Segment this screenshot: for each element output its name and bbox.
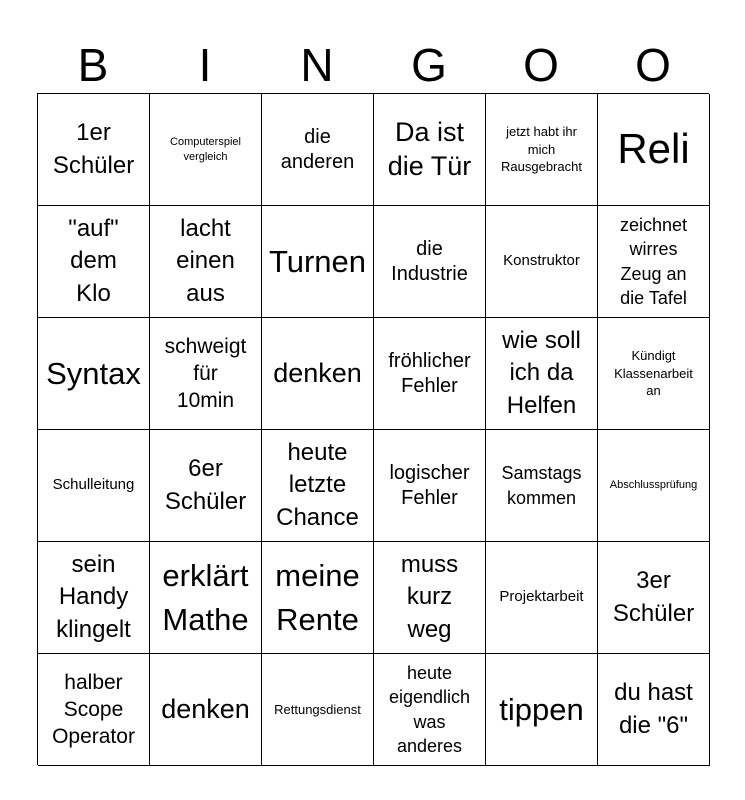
bingo-cell[interactable] [598, 206, 710, 318]
cell-text: fröhlicher Fehler [388, 349, 471, 397]
cell-text: heute eigendlich was anderes [388, 662, 471, 756]
cell-text: Konstruktor [503, 252, 580, 270]
bingo-cell[interactable] [374, 542, 486, 654]
bingo-cell[interactable] [262, 206, 374, 318]
cell-text: Da ist die Tür [387, 116, 472, 181]
cell-text: sein Handy klingelt [56, 550, 131, 643]
cell-text: tippen [499, 691, 584, 727]
bingo-cell[interactable] [598, 430, 710, 542]
bingo-cell[interactable] [38, 206, 150, 318]
bingo-cell[interactable] [262, 318, 374, 430]
header-letter-n: N [300, 39, 334, 91]
header-letter-o: O [523, 39, 559, 91]
bingo-cell[interactable] [38, 654, 150, 766]
bingo-cell[interactable] [598, 318, 710, 430]
cell-text: halber Scope Operator [52, 670, 135, 749]
cell-text: Projektarbeit [499, 588, 584, 606]
bingo-card-grid [37, 93, 709, 765]
cell-text: heute letzte Chance [276, 438, 359, 531]
cell-text: Syntax [46, 355, 141, 391]
cell-text: die anderen [280, 125, 355, 173]
bingo-cell[interactable] [38, 94, 150, 206]
cell-text: zeichnet wirres Zeug an die Tafel [619, 214, 688, 308]
bingo-cell[interactable] [598, 654, 710, 766]
bingo-cell[interactable] [38, 542, 150, 654]
cell-text: lacht einen aus [176, 214, 235, 307]
cell-text: Turnen [268, 243, 367, 279]
header-letter-b: B [77, 39, 109, 91]
bingo-cell[interactable] [38, 430, 150, 542]
cell-text: 1er Schüler [52, 119, 135, 179]
bingo-cell[interactable] [150, 542, 262, 654]
cell-text: schweigt für 10min [164, 334, 247, 413]
header-letter-o-2: O [635, 39, 671, 91]
bingo-cell[interactable] [486, 542, 598, 654]
cell-text: denken [161, 693, 250, 724]
bingo-cell[interactable] [38, 318, 150, 430]
bingo-cell[interactable] [150, 430, 262, 542]
cell-text: 6er Schüler [164, 455, 247, 515]
bingo-cell[interactable] [262, 654, 374, 766]
cell-text: denken [273, 357, 362, 388]
cell-text: die Industrie [391, 237, 468, 285]
header-letter-i: I [198, 39, 212, 91]
bingo-cell[interactable] [374, 654, 486, 766]
cell-text: Computerspiel vergleich [170, 136, 241, 163]
bingo-cell[interactable] [150, 654, 262, 766]
bingo-cell[interactable] [262, 430, 374, 542]
cell-text: erklärt Mathe [162, 558, 249, 637]
cell-text: Reli [617, 125, 690, 173]
cell-text: meine Rente [275, 558, 360, 637]
bingo-cell[interactable] [486, 206, 598, 318]
cell-text: Schulleitung [52, 476, 135, 494]
bingo-cell[interactable] [598, 542, 710, 654]
bingo-cell[interactable] [374, 94, 486, 206]
bingo-cell[interactable] [150, 94, 262, 206]
cell-text: muss kurz weg [400, 550, 459, 643]
bingo-cell[interactable] [486, 318, 598, 430]
bingo-cell[interactable] [262, 542, 374, 654]
cell-text: 3er Schüler [612, 567, 695, 627]
bingo-cell[interactable] [486, 654, 598, 766]
cell-text: wie soll ich da Helfen [502, 326, 581, 419]
cell-text: Rettungsdienst [274, 701, 361, 717]
bingo-cell[interactable] [262, 94, 374, 206]
cell-text: Kündigt Klassenarbeit an [614, 348, 693, 399]
bingo-cell[interactable] [150, 318, 262, 430]
header-letter-g: G [411, 39, 447, 91]
cell-text: jetzt habt ihr mich Rausgebracht [501, 124, 582, 175]
bingo-cell[interactable] [598, 94, 710, 206]
bingo-cell[interactable] [486, 94, 598, 206]
bingo-header [37, 36, 709, 94]
cell-text: du hast die "6" [614, 679, 693, 739]
bingo-cell[interactable] [486, 430, 598, 542]
bingo-cell[interactable] [374, 206, 486, 318]
cell-text: Samstags kommen [501, 463, 582, 508]
bingo-cell[interactable] [374, 430, 486, 542]
cell-text: "auf" dem Klo [68, 214, 119, 307]
bingo-cell[interactable] [150, 206, 262, 318]
cell-text: Abschlussprüfung [609, 479, 698, 492]
bingo-cell[interactable] [374, 318, 486, 430]
cell-text: logischer Fehler [389, 461, 470, 509]
